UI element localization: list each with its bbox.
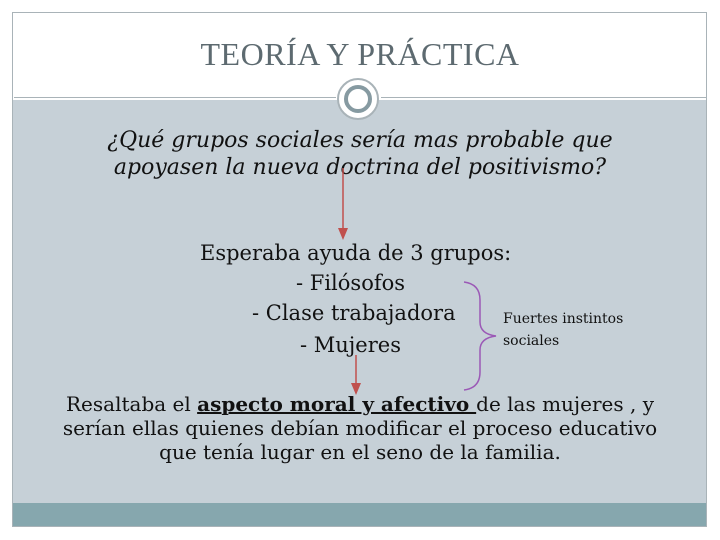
title-divider-right: [381, 97, 706, 98]
title-divider-left: [14, 97, 336, 98]
conclusion-text: [25, 392, 695, 464]
conclusion-line-3: que tenía lugar en el seno de la familia.: [159, 440, 561, 464]
brace-note-line-1: Fuertes instintos: [503, 311, 624, 327]
groups-heading: Esperaba ayuda de 3 grupos:: [200, 241, 512, 265]
question-text: [30, 127, 690, 181]
circle-ornament: [337, 78, 379, 120]
conclusion-suffix: de las mujeres , y: [476, 392, 654, 416]
group-item-women: - Mujeres: [300, 333, 401, 357]
footer-band: [13, 503, 706, 526]
brace-note: [503, 308, 663, 352]
conclusion-line-1: [25, 392, 695, 416]
group-item-working-class: - Clase trabajadora: [252, 301, 456, 325]
conclusion-prefix: Resaltaba el: [66, 392, 198, 416]
conclusion-line-2: serían ellas quienes debían modificar el proceso educativo: [62, 416, 658, 440]
slide-title: TEORÍA Y PRÁCTICA: [200, 36, 520, 72]
question-line-1: ¿Qué grupos sociales sería mas probable que: [107, 128, 613, 153]
right-brace: [462, 280, 502, 392]
group-item-philosophers: - Filósofos: [296, 271, 406, 295]
question-line-2: apoyasen la nueva doctrina del positivismo?: [113, 155, 607, 180]
brace-note-line-2: sociales: [503, 333, 560, 349]
conclusion-emphasis: aspecto moral y afectivo: [197, 392, 477, 416]
down-arrow-top: [336, 168, 350, 244]
